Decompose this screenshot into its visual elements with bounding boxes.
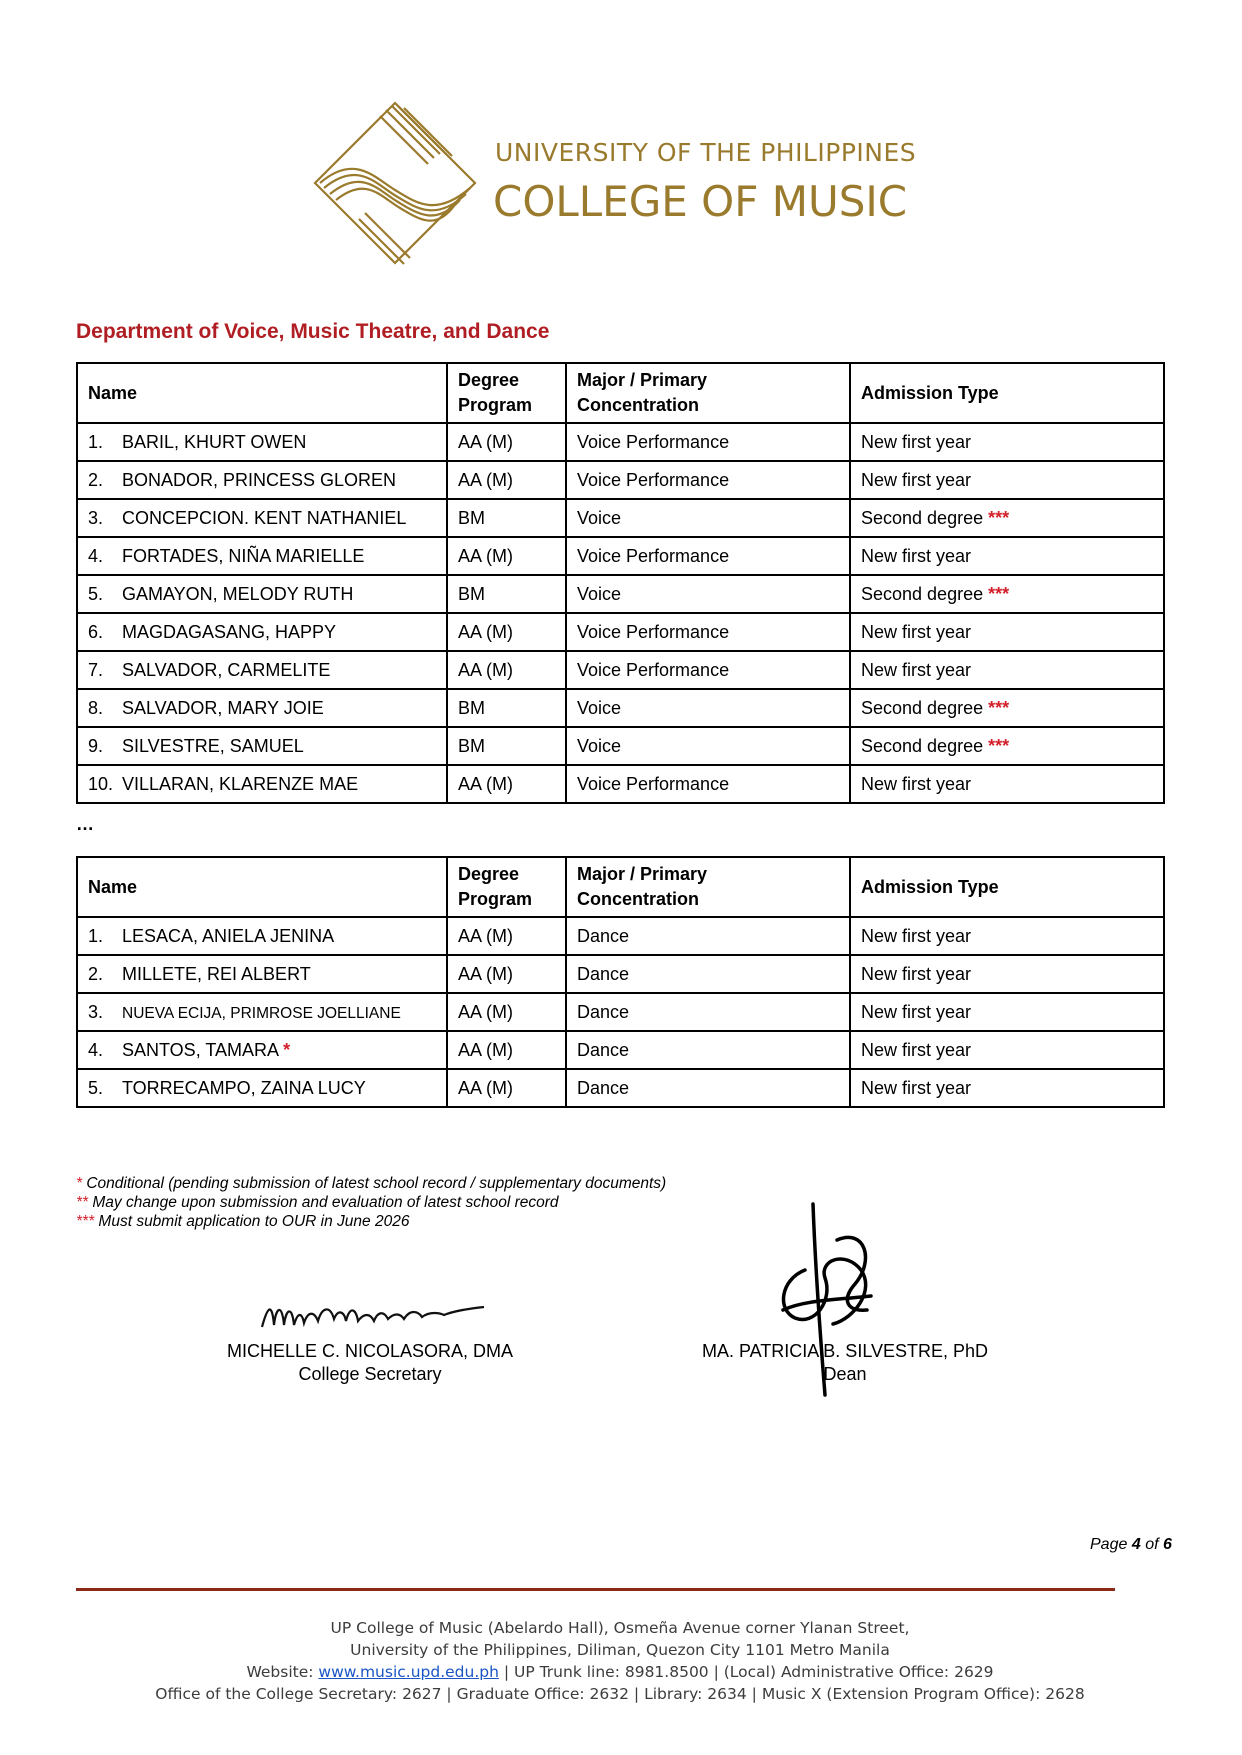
table-row: [77, 765, 1164, 803]
table-row: [77, 689, 1164, 727]
student-name-text: MAGDAGASANG, HAPPY: [122, 621, 337, 642]
table-row: [77, 1069, 1164, 1107]
col-degree: Degree Program: [447, 857, 566, 917]
note-marker: ***: [988, 697, 1010, 718]
col-major: Major / Primary Concentration: [566, 363, 850, 423]
major: Voice Performance: [566, 461, 850, 499]
note-marker: ***: [988, 735, 1010, 756]
admission-type: New first year: [850, 993, 1164, 1031]
secretary-signatory: [170, 1340, 570, 1386]
col-admission: Admission Type: [850, 857, 1164, 917]
row-number: 2.: [88, 469, 104, 490]
degree-program: AA (M): [447, 765, 566, 803]
signatory-name: MICHELLE C. NICOLASORA, DMA: [226, 1341, 514, 1361]
table-row: [77, 461, 1164, 499]
row-number: 4.: [88, 545, 104, 566]
row-number: 7.: [88, 659, 104, 680]
student-name: [77, 499, 447, 537]
degree-program: AA (M): [447, 1031, 566, 1069]
student-name-text: TORRECAMPO, ZAINA LUCY: [122, 1077, 366, 1098]
table-row: [77, 917, 1164, 955]
admission-type: [850, 461, 1164, 499]
student-name-text: NUEVA ECIJA, PRIMROSE JOELLIANE: [122, 1004, 401, 1022]
footer-address: [100, 1617, 1140, 1705]
admission-type: [850, 499, 1164, 537]
student-name-text: GAMAYON, MELODY RUTH: [122, 583, 354, 604]
dean-signatory: [645, 1340, 1045, 1386]
admission-type: New first year: [850, 1069, 1164, 1107]
row-number: 6.: [88, 621, 104, 642]
degree-program: AA (M): [447, 423, 566, 461]
admission-type: [850, 613, 1164, 651]
degree-program: AA (M): [447, 651, 566, 689]
col-degree: Degree Program: [447, 363, 566, 423]
row-number: 9.: [88, 735, 104, 756]
table-row: [77, 651, 1164, 689]
col-admission: Admission Type: [850, 363, 1164, 423]
table-row: [77, 955, 1164, 993]
admission-text: Second degree: [861, 735, 984, 756]
table-row: [77, 537, 1164, 575]
student-name: [77, 955, 447, 993]
footnote: ** May change upon submission and evaluation of latest school record: [76, 1194, 559, 1211]
admission-text: New first year: [861, 431, 972, 452]
student-name: [77, 537, 447, 575]
degree-program: AA (M): [447, 537, 566, 575]
table-row: [77, 499, 1164, 537]
student-name: [77, 461, 447, 499]
admission-type: [850, 765, 1164, 803]
secretary-signature-icon: [260, 1285, 490, 1337]
major: Voice Performance: [566, 765, 850, 803]
admission-type: [850, 689, 1164, 727]
degree-program: AA (M): [447, 461, 566, 499]
degree-program: AA (M): [447, 613, 566, 651]
col-major: Major / Primary Concentration: [566, 857, 850, 917]
note-marker: *: [283, 1039, 291, 1060]
signatory-title: Dean: [823, 1364, 867, 1384]
signatory-title: College Secretary: [298, 1364, 442, 1384]
page-number: Page 4 of 6: [1090, 1536, 1172, 1553]
footer-line: Website: www.music.upd.edu.ph | UP Trunk line: 8981.8500 | (Local) Administrative Office: 2629: [246, 1663, 994, 1681]
table-row: [77, 727, 1164, 765]
voice-admissions-table: [76, 362, 1165, 804]
student-name: [77, 727, 447, 765]
major: Voice Performance: [566, 613, 850, 651]
footnote: * Conditional (pending submission of latest school record / supplementary documents): [76, 1175, 667, 1192]
letterhead: [300, 90, 920, 270]
college-logo-icon: [310, 98, 480, 268]
student-name: [77, 689, 447, 727]
table-row: [77, 423, 1164, 461]
degree-program: BM: [447, 499, 566, 537]
major: Voice: [566, 727, 850, 765]
major: Dance: [566, 993, 850, 1031]
admission-type: New first year: [850, 917, 1164, 955]
student-name: [77, 917, 447, 955]
student-name-text: CONCEPCION. KENT NATHANIEL: [122, 507, 407, 528]
footnotes: [76, 1174, 666, 1231]
row-number: 8.: [88, 697, 104, 718]
major: Voice: [566, 499, 850, 537]
row-number: 5.: [88, 1077, 104, 1098]
degree-program: AA (M): [447, 917, 566, 955]
major: Dance: [566, 917, 850, 955]
major: Voice Performance: [566, 537, 850, 575]
admission-text: New first year: [861, 469, 972, 490]
student-name-text: SANTOS, TAMARA: [122, 1039, 279, 1060]
col-name: Name: [77, 857, 447, 917]
student-name: [77, 1031, 447, 1069]
student-name-text: LESACA, ANIELA JENINA: [122, 925, 335, 946]
table-row: [77, 1031, 1164, 1069]
row-number: 1.: [88, 431, 104, 452]
student-name-text: BARIL, KHURT OWEN: [122, 431, 307, 452]
major: Voice Performance: [566, 423, 850, 461]
student-name: [77, 575, 447, 613]
degree-program: BM: [447, 575, 566, 613]
admission-text: Second degree: [861, 507, 984, 528]
admission-type: New first year: [850, 1031, 1164, 1069]
table-header-row: [77, 363, 1164, 423]
major: Dance: [566, 1031, 850, 1069]
student-name: [77, 651, 447, 689]
student-name-text: SILVESTRE, SAMUEL: [122, 735, 304, 756]
signatory-name: MA. PATRICIA B. SILVESTRE, PhD: [701, 1341, 989, 1361]
student-name: [77, 1069, 447, 1107]
admission-type: [850, 423, 1164, 461]
admission-text: New first year: [861, 773, 972, 794]
admission-type: [850, 727, 1164, 765]
student-name-text: MILLETE, REI ALBERT: [122, 963, 311, 984]
row-number: 3.: [88, 1001, 104, 1022]
admission-type: [850, 575, 1164, 613]
footer-line: University of the Philippines, Diliman, Quezon City 1101 Metro Manila: [350, 1641, 890, 1659]
degree-program: AA (M): [447, 955, 566, 993]
student-name-text: BONADOR, PRINCESS GLOREN: [122, 469, 397, 490]
col-name: Name: [77, 363, 447, 423]
row-number: 10.: [88, 773, 114, 794]
department-title: Department of Voice, Music Theatre, and Dance: [76, 320, 550, 343]
table-header-row: [77, 857, 1164, 917]
degree-program: BM: [447, 727, 566, 765]
website-link[interactable]: www.music.upd.edu.ph: [318, 1663, 499, 1681]
footer-line: Office of the College Secretary: 2627 | Graduate Office: 2632 | Library: 2634 | Music X (Extension Program Office): 2628: [155, 1685, 1085, 1703]
footer-line: UP College of Music (Abelardo Hall), Osmeña Avenue corner Ylanan Street,: [330, 1619, 910, 1637]
student-name: [77, 423, 447, 461]
admission-type: New first year: [850, 955, 1164, 993]
footnote: *** Must submit application to OUR in June 2026: [76, 1213, 410, 1230]
table-row: [77, 993, 1164, 1031]
row-number: 4.: [88, 1039, 104, 1060]
dance-admissions-table: [76, 856, 1165, 1108]
student-name: [77, 613, 447, 651]
student-name-text: SALVADOR, CARMELITE: [122, 659, 331, 680]
row-number: 5.: [88, 583, 104, 604]
note-marker: ***: [988, 583, 1010, 604]
major: Dance: [566, 955, 850, 993]
row-number: 3.: [88, 507, 104, 528]
student-name: [77, 765, 447, 803]
major: Voice Performance: [566, 651, 850, 689]
table-row: [77, 613, 1164, 651]
row-number: 1.: [88, 925, 104, 946]
row-number: 2.: [88, 963, 104, 984]
college-name: COLLEGE OF MUSIC: [493, 177, 908, 226]
footer-divider: [76, 1588, 1115, 1591]
major: Voice: [566, 689, 850, 727]
admission-text: Second degree: [861, 583, 984, 604]
university-name: UNIVERSITY OF THE PHILIPPINES: [495, 138, 917, 167]
degree-program: AA (M): [447, 993, 566, 1031]
degree-program: BM: [447, 689, 566, 727]
note-marker: ***: [988, 507, 1010, 528]
admission-text: New first year: [861, 659, 972, 680]
admission-type: [850, 651, 1164, 689]
table-row: [77, 575, 1164, 613]
student-name-text: FORTADES, NIÑA MARIELLE: [122, 545, 365, 566]
admission-text: New first year: [861, 621, 972, 642]
major: Voice: [566, 575, 850, 613]
degree-program: AA (M): [447, 1069, 566, 1107]
student-name: [77, 993, 447, 1031]
admission-text: New first year: [861, 545, 972, 566]
ellipsis: …: [76, 814, 94, 834]
student-name-text: SALVADOR, MARY JOIE: [122, 697, 324, 718]
admission-text: Second degree: [861, 697, 984, 718]
student-name-text: VILLARAN, KLARENZE MAE: [122, 773, 359, 794]
admission-type: [850, 537, 1164, 575]
major: Dance: [566, 1069, 850, 1107]
